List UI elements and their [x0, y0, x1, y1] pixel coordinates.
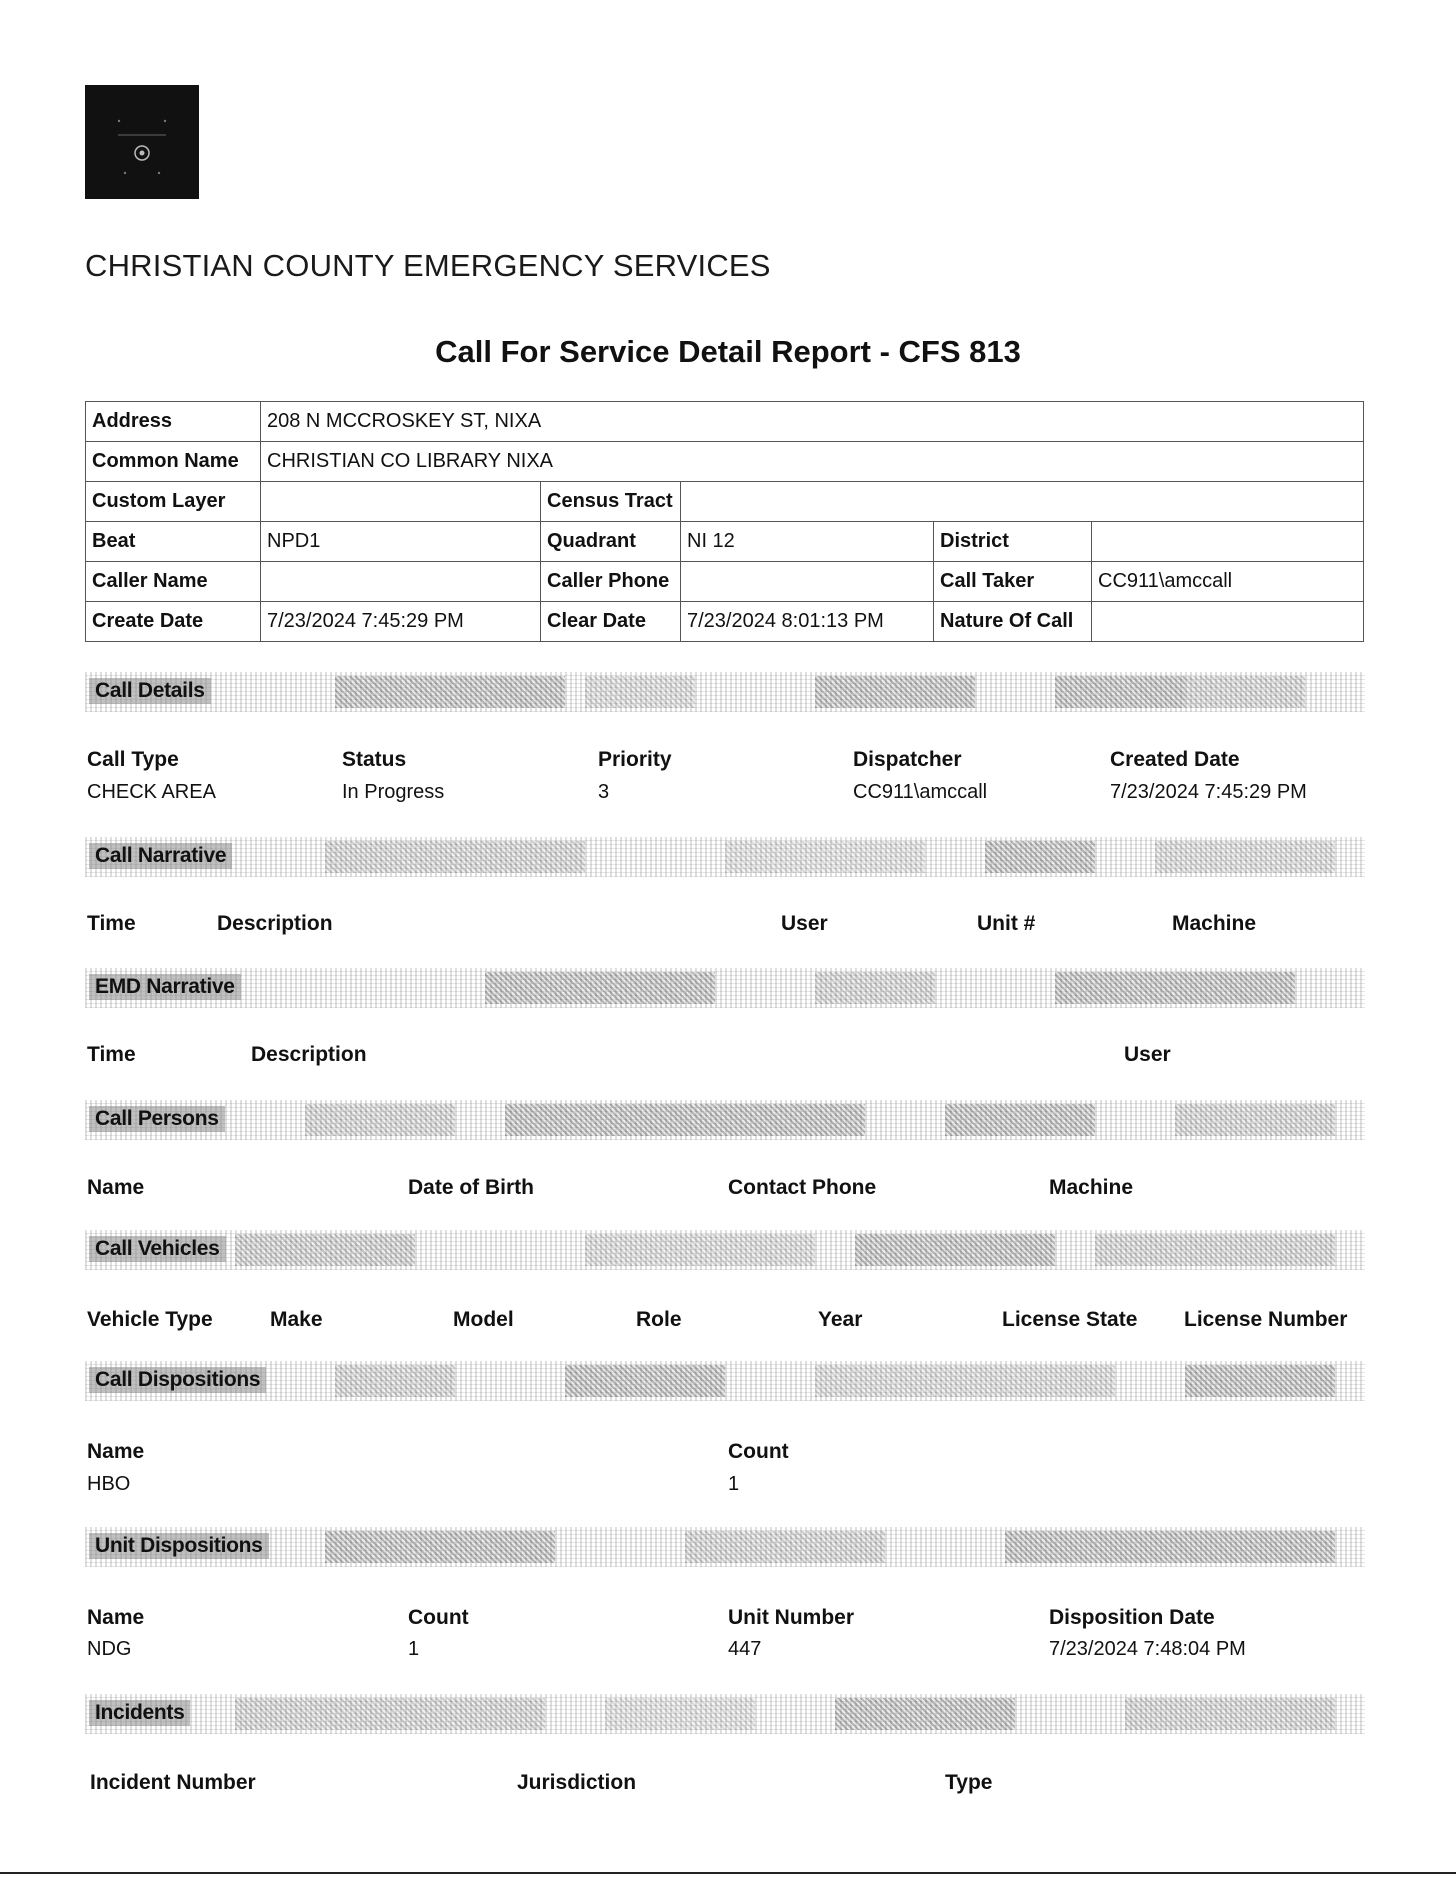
footer-rule — [0, 1872, 1456, 1874]
call-vehicles-bar — [85, 1230, 1365, 1270]
incident-number-header: Incident Number — [90, 1771, 256, 1794]
emd-time-header: Time — [87, 1043, 136, 1066]
incidents-title: Incidents — [89, 1700, 190, 1726]
call-details-title: Call Details — [89, 678, 211, 704]
call-disposition-count-header: Count — [728, 1440, 789, 1463]
call-dispositions-bar — [85, 1361, 1365, 1401]
address-value: 208 N MCCROSKEY ST, NIXA — [261, 402, 1364, 442]
call-disposition-name-header: Name — [87, 1440, 145, 1463]
unit-number-header: Unit Number — [728, 1606, 854, 1629]
common-name-value: CHRISTIAN CO LIBRARY NIXA — [261, 442, 1364, 482]
organization-name: CHRISTIAN COUNTY EMERGENCY SERVICES — [85, 248, 771, 283]
call-info-table — [85, 401, 1364, 642]
call-narrative-title: Call Narrative — [89, 843, 232, 869]
call-type-header: Call Type — [87, 748, 179, 771]
vehicle-license-state-header: License State — [1002, 1308, 1138, 1331]
call-persons-bar — [85, 1100, 1365, 1140]
seal-icon — [85, 85, 199, 199]
address-row — [86, 402, 1364, 442]
narrative-description-header: Description — [217, 912, 333, 935]
nature-of-call-value — [1092, 602, 1364, 642]
status-header: Status — [342, 748, 407, 771]
call-details-bar — [85, 672, 1365, 712]
call-type-value: CHECK AREA — [87, 781, 216, 803]
narrative-unit-header: Unit # — [977, 912, 1036, 935]
caller-phone-label: Caller Phone — [541, 562, 681, 602]
census-tract-label: Census Tract — [541, 482, 681, 522]
unit-dispositions-bar — [85, 1527, 1365, 1567]
priority-header: Priority — [598, 748, 672, 771]
create-date-label: Create Date — [86, 602, 261, 642]
report-title: Call For Service Detail Report - CFS 813 — [435, 334, 1021, 369]
unit-number-value: 447 — [728, 1638, 762, 1660]
emd-user-header: User — [1124, 1043, 1171, 1066]
disposition-date-header: Disposition Date — [1049, 1606, 1215, 1629]
created-date-header: Created Date — [1110, 748, 1240, 771]
incident-type-header: Type — [945, 1771, 993, 1794]
vehicle-model-header: Model — [453, 1308, 514, 1331]
created-date-value: 7/23/2024 7:45:29 PM — [1110, 781, 1307, 803]
person-name-header: Name — [87, 1176, 145, 1199]
emd-narrative-title: EMD Narrative — [89, 974, 241, 1000]
disposition-date-value: 7/23/2024 7:48:04 PM — [1049, 1638, 1246, 1660]
dispatcher-header: Dispatcher — [853, 748, 962, 771]
address-label: Address — [86, 402, 261, 442]
unit-disposition-name-value: NDG — [87, 1638, 132, 1660]
narrative-machine-header: Machine — [1172, 912, 1257, 935]
district-label: District — [934, 522, 1092, 562]
custom-layer-row — [86, 482, 1364, 522]
dispatcher-value: CC911\amccall — [853, 781, 988, 803]
dates-row — [86, 602, 1364, 642]
emd-narrative-bar — [85, 968, 1365, 1008]
call-dispositions-title: Call Dispositions — [89, 1367, 266, 1393]
call-persons-title: Call Persons — [89, 1106, 225, 1132]
person-dob-header: Date of Birth — [408, 1176, 534, 1199]
caller-name-label: Caller Name — [86, 562, 261, 602]
vehicle-make-header: Make — [270, 1308, 323, 1331]
vehicle-license-number-header: License Number — [1184, 1308, 1348, 1331]
vehicle-role-header: Role — [636, 1308, 682, 1331]
unit-disposition-name-header: Name — [87, 1606, 145, 1629]
caller-row — [86, 562, 1364, 602]
incidents-bar — [85, 1694, 1365, 1734]
common-name-label: Common Name — [86, 442, 261, 482]
logo — [85, 85, 199, 199]
caller-phone-value — [681, 562, 934, 602]
vehicle-type-header: Vehicle Type — [87, 1308, 213, 1331]
narrative-user-header: User — [781, 912, 828, 935]
district-value — [1092, 522, 1364, 562]
person-phone-header: Contact Phone — [728, 1176, 877, 1199]
status-value: In Progress — [342, 781, 445, 803]
quadrant-label: Quadrant — [541, 522, 681, 562]
call-disposition-name-value: HBO — [87, 1473, 131, 1495]
clear-date-value: 7/23/2024 8:01:13 PM — [681, 602, 934, 642]
quadrant-value: NI 12 — [681, 522, 934, 562]
clear-date-label: Clear Date — [541, 602, 681, 642]
beat-label: Beat — [86, 522, 261, 562]
unit-disposition-count-header: Count — [408, 1606, 469, 1629]
custom-layer-value — [261, 482, 541, 522]
custom-layer-label: Custom Layer — [86, 482, 261, 522]
narrative-time-header: Time — [87, 912, 136, 935]
caller-name-value — [261, 562, 541, 602]
create-date-value: 7/23/2024 7:45:29 PM — [261, 602, 541, 642]
call-taker-value: CC911\amccall — [1092, 562, 1364, 602]
nature-of-call-label: Nature Of Call — [934, 602, 1092, 642]
emd-description-header: Description — [251, 1043, 367, 1066]
call-disposition-count-value: 1 — [728, 1473, 740, 1495]
call-vehicles-title: Call Vehicles — [89, 1236, 226, 1262]
call-narrative-bar — [85, 837, 1365, 877]
call-taker-label: Call Taker — [934, 562, 1092, 602]
unit-disposition-count-value: 1 — [408, 1638, 420, 1660]
vehicle-year-header: Year — [818, 1308, 863, 1331]
jurisdiction-header: Jurisdiction — [517, 1771, 637, 1794]
beat-row — [86, 522, 1364, 562]
common-name-row — [86, 442, 1364, 482]
priority-value: 3 — [598, 781, 610, 803]
unit-dispositions-title: Unit Dispositions — [89, 1533, 269, 1559]
person-machine-header: Machine — [1049, 1176, 1134, 1199]
census-tract-value — [681, 482, 1364, 522]
beat-value: NPD1 — [261, 522, 541, 562]
